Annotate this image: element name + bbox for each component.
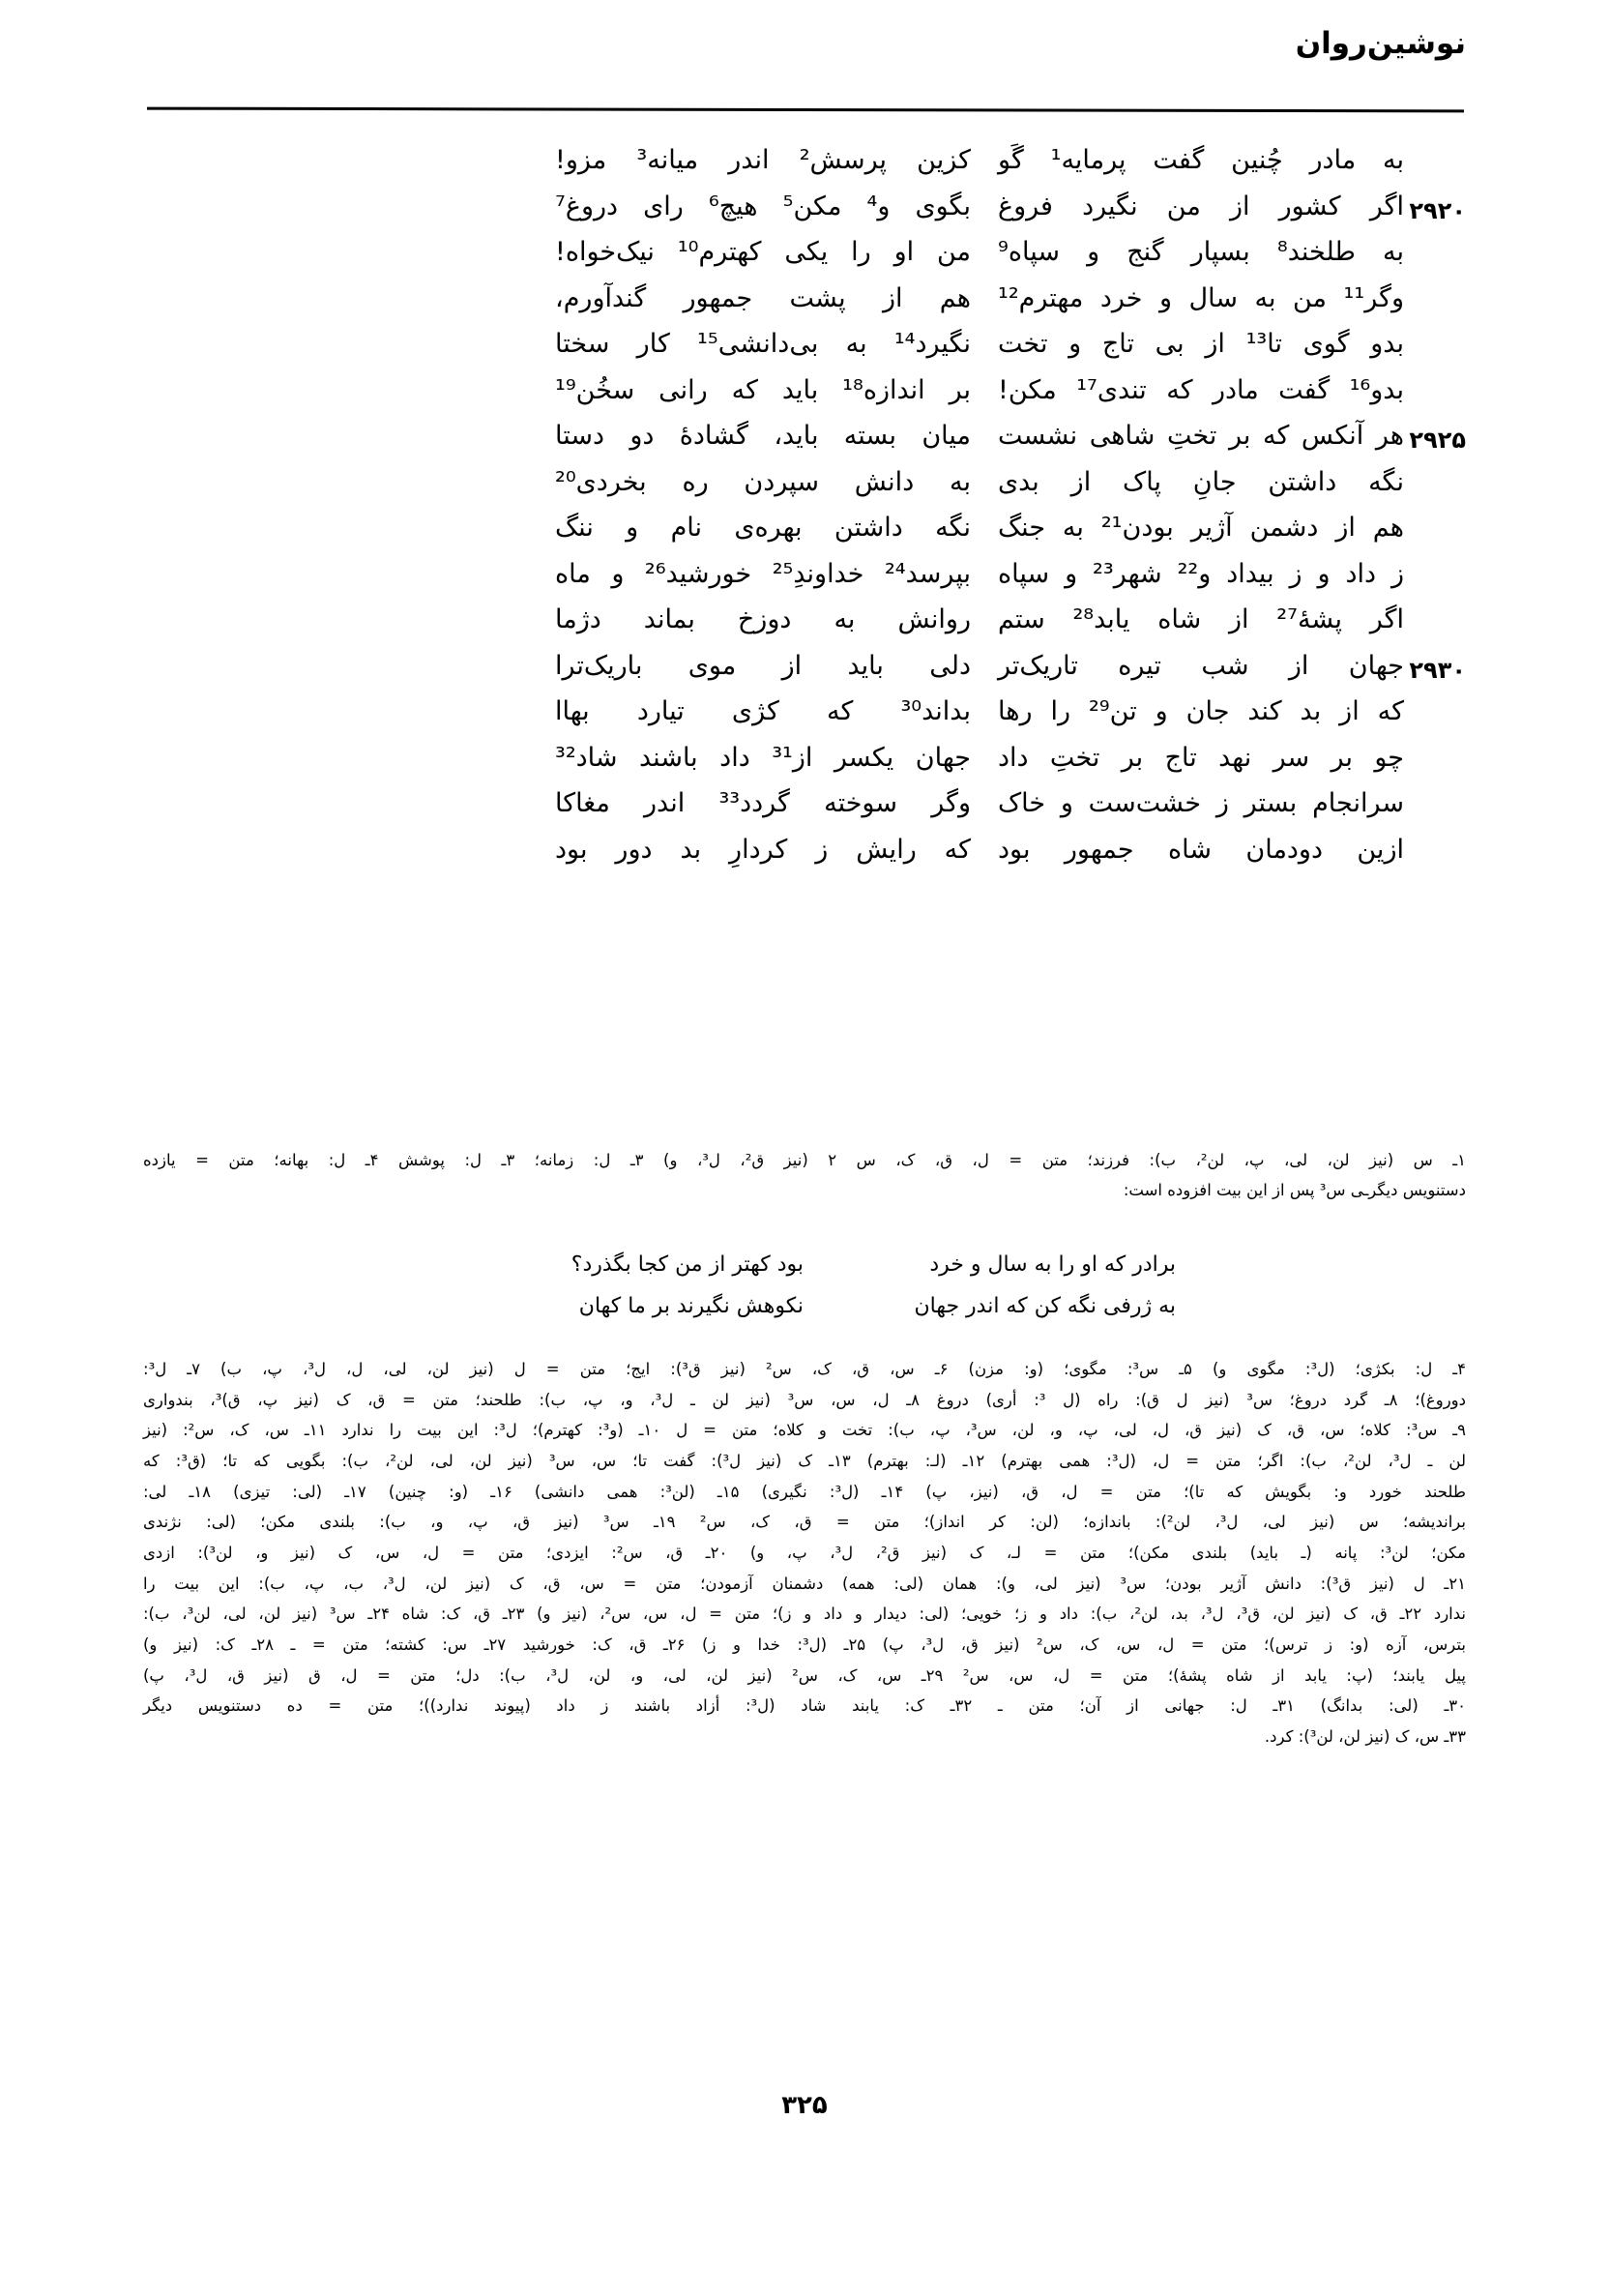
apparatus-line: مکن؛ لن³: پانه (ـ باید) بلندی مکن)؛ متن = لـ، ک (نیز ق²، ل³، پ، و) ۲۰ـ ق، س²: ایزدی؛ متن = ل، س، ک (نیز و، لن³): ازدی [143,1544,1467,1563]
hemistich-first: جهان از شب تیره تاریک‌تر [998,650,1404,681]
verse-couplet [145,375,1464,422]
hemistich-second: هم از پشت جمهور گندآورم، [555,282,971,313]
inset-couplets [143,1252,1466,1336]
hemistich-first: اگر کشور از من نگیرد فروغ [998,191,1404,221]
apparatus-line: لن ـ ل³، لن²، ب): اگر؛ متن = ل، (ل³: همی بهترم) ۱۲ـ (لـ: بهترم) ۱۳ـ ک (نیز ل³): گفت تا؛ س، س³ (نیز لن، لی، لن²، ب): بگویی که تا؛ (ق³: که [143,1452,1466,1471]
inset-hemistich-second: بود کهتر از من کجا بگذرد؟ [570,1252,804,1277]
apparatus-line: ۳۳ـ س، ک (نیز لن، لن³): کرد. [1264,1727,1466,1747]
verse-couplet [145,743,1464,789]
verse-couplet [145,651,1464,697]
hemistich-first: هر آنکس که بر تختِ شاهی نشست [998,421,1404,451]
verse-couplet [145,835,1464,881]
hemistich-second: وگر سوخته گردد³³ اندر مغاکا [555,788,972,818]
hemistich-second: من او را یکی کهترم¹⁰ نیک‌خواه! [555,237,971,267]
hemistich-first: ازین دودمان شاه جمهور بود [998,834,1404,865]
hemistich-second: که رایش ز کردارِ بد دور بود [555,834,971,865]
verse-number: ۲۹۲۰ [1409,196,1466,224]
hemistich-first: به طلخند⁸ بسپار گنج و سپاه⁹ [998,237,1404,267]
running-head: نوشین‌روان [1295,26,1466,61]
hemistich-first: چو بر سر نهد تاج بر تختِ داد [998,742,1404,773]
inset-hemistich-first: به ژرفی نگه کن که اندر جهان [914,1294,1176,1318]
verse-couplet [145,145,1464,191]
apparatus-line: ۱ـ س (نیز لن، لی، پ، لن²، ب): فرزند؛ متن = ل، ق، ک، س ۲ (نیز ق²، ل³، و) ۳ـ ل: زمانه؛ ۳ـ ل: پوشش ۴ـ ل: بهانه؛ متن = یازده [143,1151,1467,1169]
hemistich-second: جهان یکسر از³¹ داد باشند شاد³² [555,742,971,773]
apparatus-line: دوروغ)؛ ۸ـ گرد دروغ؛ س³ (نیز ل ق): راه (ل ³: أری) دروغ ۸ـ ل، س، س³ (نیز لن ـ ل³، و، پ، ب): طلحند؛ متن = ق، ک (نیز پ، ق)³، بندواری [143,1390,1466,1409]
apparatus-line: ۳۰ـ (لی: بدانگ) ۳۱ـ ل: جهانی از آن؛ متن ـ ۳۲ـ ک: یابند شاد (ل³: أزاد باشند ز داد (پیوند ندارد))؛ متن = ده دستنویس دیگر [143,1696,1467,1716]
verse-couplet [145,283,1464,330]
hemistich-second: بر اندازه¹⁸ باید که رانی سخُن¹⁹ [555,374,971,405]
hemistich-second: دلی باید از موی باریک‌ترا [555,650,971,681]
hemistich-first: نگه داشتن جانِ پاک از بدی [998,466,1404,497]
verse-couplet [145,329,1464,375]
hemistich-second: روانش به دوزخ بماند دژما [555,604,971,634]
inset-couplet [143,1252,1466,1294]
verse-couplet [145,191,1464,238]
verse-couplet [145,696,1464,743]
apparatus-line: پیل یابند؛ (پ: یابد از شاه پشهٔ)؛ متن = ل، س، س² ۲۹ـ س، ک، س² (نیز لن، لی، و، لن، ل³، ب): دل؛ متن = ل، ق (نیز ق، ل³، پ) [143,1665,1467,1685]
hemistich-first: که از بد کند جان و تن²⁹ را رها [998,696,1405,726]
hemistich-second: بگوی و⁴ مکن⁵ هیچ⁶ رای دروغ⁷ [555,191,971,221]
hemistich-first: بدو گوی تا¹³ از بی تاج و تخت [998,329,1404,359]
hemistich-first: وگر¹¹ من به سال و خرد مهترم¹² [998,282,1404,313]
page-number: ۳۲۵ [781,2091,828,2120]
apparatus-line: ۴ـ ل: بکژی؛ (ل³: مگوی و) ۵ـ س³: مگوی؛ (و: مزن) ۶ـ س، ق، ک، س² (نیز ق³): ایج؛ متن = ل (نیز لن، لی، ل، ل³، پ، ب) ۷ـ ل³: [143,1360,1466,1378]
verse-couplet [145,513,1464,559]
verse-couplet [145,788,1464,835]
inset-couplet [143,1294,1466,1336]
header-rule [147,107,1464,113]
verse-couplet [145,237,1464,283]
apparatus-line: ۲۱ـ ل (نیز ق³): دانش آژیر بودن؛ س³ (نیز لی، و): همان (لی: همه) دشمنان آزمودن؛ متن = س، ق، ک (نیز لن، ل³، ب، پ، ب): این بیت را [143,1574,1466,1593]
apparatus-line: بترس، آزه (و: ز ترس)؛ متن = ل، س، ک، س² (نیز ق، ل³، پ) ۲۵ـ (ل³: خدا و ز) ۲۶ـ ق، ک: خورشید ۲۷ـ س: کشته؛ متن = ـ ۲۸ـ ک: (نیز و) [143,1635,1466,1655]
inset-hemistich-first: برادر که او را به سال و خرد [929,1252,1176,1277]
hemistich-second: نگیرد¹⁴ به بی‌دانشی¹⁵ کار سختا [555,329,971,359]
apparatus-bottom [143,1354,1466,1752]
verse-couplet [145,421,1464,467]
hemistich-second: به دانش سپردن ره بخردی²⁰ [555,466,971,497]
verse-number: ۲۹۲۵ [1409,427,1466,454]
apparatus-top [143,1146,1466,1205]
hemistich-first: هم از دشمن آژیر بودن²¹ به جنگ [998,513,1404,543]
apparatus-line: طلحند خورد و: بگویش که تا)؛ متن = ل، ق، (نیز، پ) ۱۴ـ (ل³: نگیری) ۱۵ـ (لن³: همی دانشی) ۱۶ـ (و: چنین) ۱۷ـ (لی: تیزی) ۱۸ـ لی: [143,1482,1466,1501]
verse-number: ۲۹۳۰ [1409,656,1466,684]
hemistich-second: میان بسته باید، گشادهٔ دو دستا [555,421,971,451]
hemistich-first: سرانجام بستر ز خشت‌ست و خاک [998,788,1404,818]
hemistich-second: بپرسد²⁴ خداوندِ²⁵ خورشید²⁶ و ماه [555,558,971,589]
verse-couplet [145,604,1464,651]
apparatus-line: ندارد ۲۲ـ ق، ک (نیز لن، ق³، ل³، بد، لن²، ب): داد و ز؛ خویی؛ (لی: دیدار و داد و ز)؛ متن = ل، س، س²، (نیز و) ۲۳ـ ق، ک: شاه ۲۴ـ س³ (نیز لن، لی، لن³، ب): [143,1604,1467,1624]
hemistich-first: اگر پشهٔ²⁷ از شاه یابد²⁸ ستم [998,604,1404,634]
hemistich-second: نگه داشتن بهره‌ی نام و ننگ [555,513,971,543]
hemistich-first: بدو¹⁶ گفت مادر که تندی¹⁷ مکن! [998,374,1404,405]
verse-couplet [145,559,1464,605]
verse-block [145,145,1464,880]
hemistich-first: به مادر چُنین گفت پرمایه‎¹ گَو [998,145,1405,175]
apparatus-line: براندیشه؛ س (نیز لی، ل³، لن²): باندازه؛ (لن: کر انداز)؛ متن = ق، ک، س² ۱۹ـ س³ (نیز ق، پ، و، ب): بلندی مکن؛ (لی: نژندی [143,1513,1466,1532]
inset-hemistich-second: نکوهش نگیرند بر ما کهان [578,1294,804,1318]
apparatus-line: دستنویس دیگرـی س³ پس از این بیت افزوده است: [1123,1180,1466,1199]
hemistich-first: ز داد و ز بیداد و²² شهر²³ و سپاه [998,558,1404,589]
apparatus-line: ۹ـ س³: کلاه؛ س، ق، ک (نیز ق، ل، لی، پ، و، لن، س³، پ، ب): تخت و کلاه؛ متن = ل ۱۰ـ (و³: کهترم)؛ ل³: این بیت را ندارد ۱۱ـ س، ک، س²: (نیز [143,1421,1467,1440]
hemistich-second: بداند³⁰ که کژی تیارد بهاا [555,696,971,726]
hemistich-second: کزین پرسش² اندر میانه³ مزو! [555,145,972,175]
verse-couplet [145,467,1464,514]
